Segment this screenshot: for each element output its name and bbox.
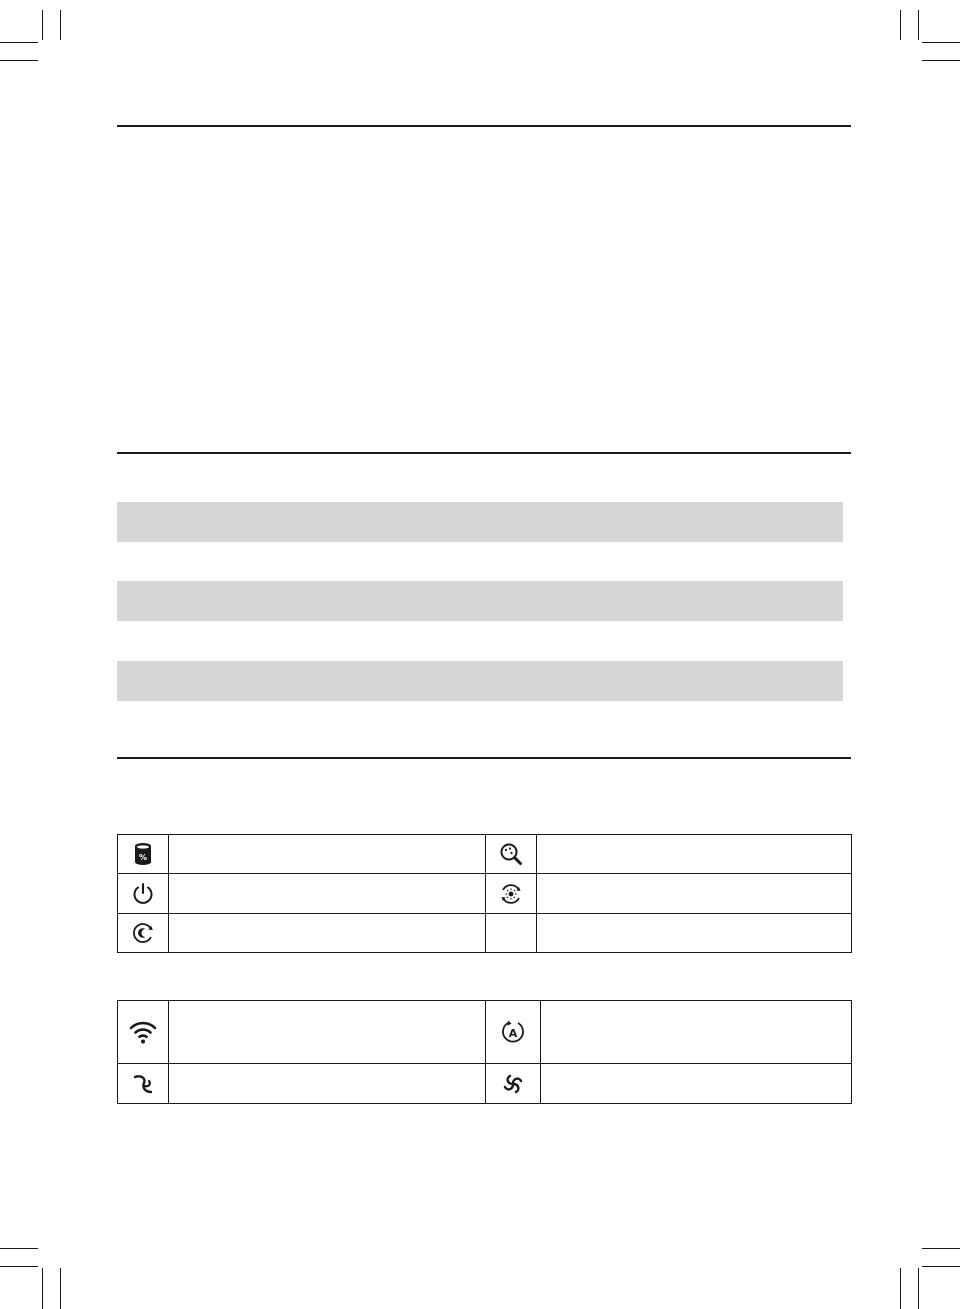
power-icon: [131, 882, 155, 906]
auto-mode-icon: [500, 1019, 526, 1045]
icon-cell: [486, 1001, 541, 1064]
svg-text:%: %: [138, 853, 148, 862]
wifi-icon: [128, 1019, 158, 1045]
label-cell: [169, 835, 486, 874]
table-row: [118, 1064, 852, 1104]
control-panel-table: [117, 834, 852, 953]
water-tank-percent-icon: [133, 842, 153, 866]
icon-cell: [486, 835, 537, 874]
section-divider-lower: [117, 757, 851, 759]
crop-mark: [0, 1248, 38, 1249]
crop-mark: [900, 1268, 901, 1309]
crop-mark: [60, 1268, 61, 1309]
icon-cell: [118, 1001, 169, 1064]
svg-text:A: A: [508, 1027, 518, 1040]
crop-mark: [42, 1268, 43, 1309]
crop-mark: [922, 1248, 960, 1249]
fan-speed-low-icon: [131, 1072, 155, 1096]
crop-mark: [922, 42, 960, 43]
icon-cell: [486, 874, 537, 914]
label-cell: [169, 874, 486, 914]
label-cell: [169, 1001, 486, 1064]
icon-cell: [118, 914, 169, 953]
crop-mark: [42, 10, 43, 40]
gray-band-1: [117, 502, 843, 542]
label-cell: [541, 1064, 852, 1104]
table-row: [118, 914, 852, 953]
table-row: [118, 874, 852, 914]
section-divider-top: [117, 125, 851, 127]
label-cell: [537, 874, 852, 914]
label-cell: [537, 835, 852, 874]
crop-mark: [922, 60, 960, 61]
icon-cell: [118, 874, 169, 914]
section-divider-middle: [117, 452, 851, 454]
sleep-mode-icon: [131, 921, 155, 945]
crop-mark: [918, 1268, 919, 1309]
crop-mark: [0, 1266, 38, 1267]
label-cell: [541, 1001, 852, 1064]
icon-cell: [118, 835, 169, 874]
crop-mark: [0, 60, 38, 61]
icon-cell-empty: [486, 914, 537, 953]
gray-band-2: [117, 581, 843, 621]
crop-mark: [60, 10, 61, 40]
status-table: [117, 1000, 852, 1104]
label-cell: [537, 914, 852, 953]
table-row: [118, 1001, 852, 1064]
crop-mark: [0, 42, 38, 43]
icon-cell: [118, 1064, 169, 1104]
label-cell: [169, 914, 486, 953]
light-dimmer-icon: [499, 882, 523, 906]
label-cell: [169, 1064, 486, 1104]
gray-band-3: [117, 661, 843, 701]
icon-cell: [486, 1064, 541, 1104]
table-row: [118, 835, 852, 874]
magnifier-icon: [499, 842, 523, 866]
fan-speed-high-icon: [501, 1072, 525, 1096]
crop-mark: [900, 10, 901, 40]
crop-mark: [918, 10, 919, 40]
crop-mark: [922, 1266, 960, 1267]
